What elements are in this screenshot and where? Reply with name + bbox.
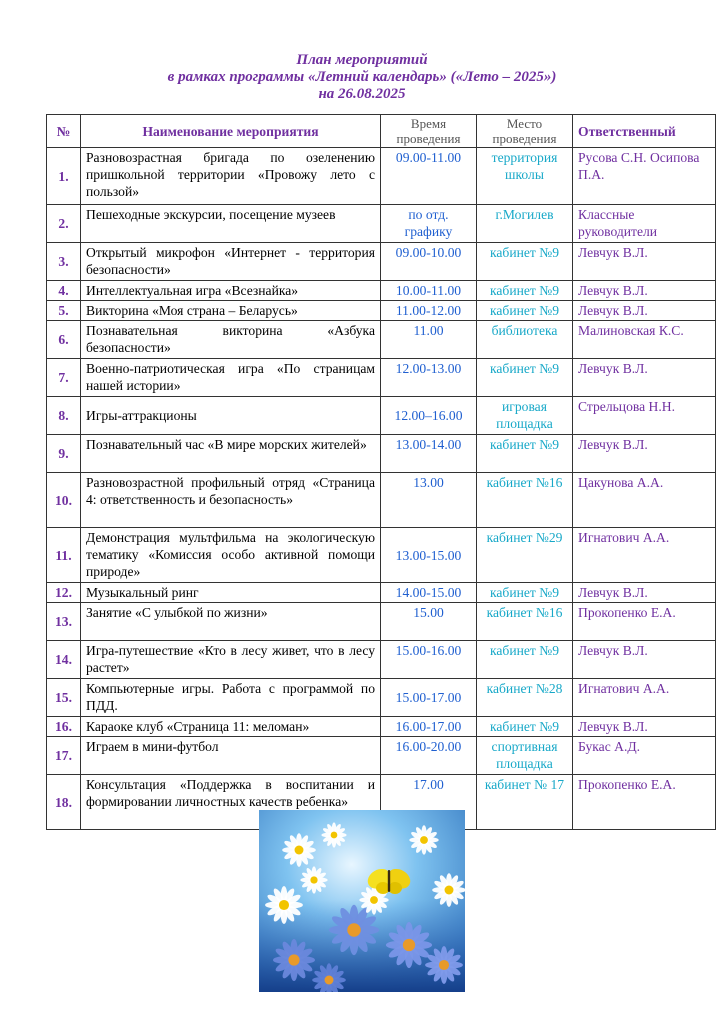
row-number: 9.: [47, 435, 81, 473]
event-place: кабинет №9: [477, 243, 573, 281]
event-responsible: Левчук В.Л.: [573, 359, 716, 397]
event-place: кабинет №9: [477, 359, 573, 397]
event-place: кабинет №9: [477, 583, 573, 603]
row-number: 6.: [47, 321, 81, 359]
table-row: [47, 301, 716, 321]
table-row: [47, 243, 716, 281]
event-responsible: Прокопенко Е.А.: [573, 603, 716, 641]
event-responsible: Игнатович А.А.: [573, 679, 716, 717]
event-time: 16.00-17.00: [381, 717, 477, 737]
event-name: Консультация «Поддержка в воспитании и формировании личностных качеств ребенка»: [81, 775, 381, 830]
event-responsible: Прокопенко Е.А.: [573, 775, 716, 830]
event-responsible: Букас А.Д.: [573, 737, 716, 775]
event-place: кабинет №9: [477, 435, 573, 473]
row-number: 15.: [47, 679, 81, 717]
header-responsible: Ответственный: [573, 115, 716, 148]
table-row: [47, 717, 716, 737]
event-time: по отд. графику: [381, 205, 477, 243]
event-name: Игры-аттракционы: [81, 397, 381, 435]
event-time: 15.00-16.00: [381, 641, 477, 679]
event-name: Интеллектуальная игра «Всезнайка»: [81, 281, 381, 301]
row-number: 16.: [47, 717, 81, 737]
header-place: Место проведения: [477, 115, 573, 148]
header-name: Наименование мероприятия: [81, 115, 381, 148]
event-place: кабинет №29: [477, 528, 573, 583]
table-row: [47, 737, 716, 775]
title-line-2: в рамках программы «Летний календарь» («Лето – 2025»): [167, 69, 557, 85]
event-place: спортивная площадка: [477, 737, 573, 775]
row-number: 5.: [47, 301, 81, 321]
event-time: 12.00-13.00: [381, 359, 477, 397]
event-responsible: Левчук В.Л.: [573, 717, 716, 737]
title-line-1: План мероприятий: [296, 52, 428, 68]
table-row: [47, 321, 716, 359]
event-place: кабинет № 17: [477, 775, 573, 830]
event-time: 12.00–16.00: [381, 397, 477, 435]
row-number: 12.: [47, 583, 81, 603]
event-name: Познавательный час «В мире морских жителей»: [81, 435, 381, 473]
event-name: Пешеходные экскурсии, посещение музеев: [81, 205, 381, 243]
row-number: 10.: [47, 473, 81, 528]
event-name: Караоке клуб «Страница 11: меломан»: [81, 717, 381, 737]
table-row: [47, 679, 716, 717]
event-place: библиотека: [477, 321, 573, 359]
event-place: кабинет №16: [477, 603, 573, 641]
row-number: 14.: [47, 641, 81, 679]
event-place: территория школы: [477, 148, 573, 205]
table-row: [47, 397, 716, 435]
table-row: [47, 148, 716, 205]
event-time: 14.00-15.00: [381, 583, 477, 603]
row-number: 11.: [47, 528, 81, 583]
event-time: 13.00-15.00: [381, 528, 477, 583]
table-header-row: [47, 115, 716, 148]
table-row: [47, 435, 716, 473]
event-time: 13.00-14.00: [381, 435, 477, 473]
event-place: кабинет №9: [477, 717, 573, 737]
table-row: [47, 641, 716, 679]
header-num: №: [47, 115, 81, 148]
row-number: 18.: [47, 775, 81, 830]
event-time: 16.00-20.00: [381, 737, 477, 775]
event-responsible: Русова С.Н. Осипова П.А.: [573, 148, 716, 205]
event-name: Демонстрация мультфильма на экологическую тематику «Комиссия особо активной помощи природе»: [81, 528, 381, 583]
events-table: [46, 114, 716, 830]
event-time: 11.00-12.00: [381, 301, 477, 321]
row-number: 13.: [47, 603, 81, 641]
row-number: 7.: [47, 359, 81, 397]
event-responsible: Левчук В.Л.: [573, 281, 716, 301]
table-row: [47, 205, 716, 243]
event-name: Компьютерные игры. Работа с программой по ПДД.: [81, 679, 381, 717]
event-time: 09.00-11.00: [381, 148, 477, 205]
table-row: [47, 359, 716, 397]
event-responsible: Стрельцова Н.Н.: [573, 397, 716, 435]
event-name: Познавательная викторина «Азбука безопасности»: [81, 321, 381, 359]
event-time: 15.00: [381, 603, 477, 641]
event-name: Военно-патриотическая игра «По страницам нашей истории»: [81, 359, 381, 397]
event-time: 17.00: [381, 775, 477, 830]
event-responsible: Левчук В.Л.: [573, 641, 716, 679]
row-number: 17.: [47, 737, 81, 775]
event-responsible: Левчук В.Л.: [573, 583, 716, 603]
header-time: Время проведения: [381, 115, 477, 148]
table-row: [47, 583, 716, 603]
table-row: [47, 281, 716, 301]
event-name: Разновозрастная бригада по озеленению пришкольной территории «Провожу лето с пользой»: [81, 148, 381, 205]
row-number: 1.: [47, 148, 81, 205]
event-responsible: Цакунова А.А.: [573, 473, 716, 528]
event-time: 13.00: [381, 473, 477, 528]
event-time: 15.00-17.00: [381, 679, 477, 717]
event-place: игровая площадка: [477, 397, 573, 435]
event-responsible: Левчук В.Л.: [573, 243, 716, 281]
event-place: кабинет №9: [477, 641, 573, 679]
event-name: Занятие «С улыбкой по жизни»: [81, 603, 381, 641]
event-responsible: Левчук В.Л.: [573, 435, 716, 473]
event-responsible: Левчук В.Л.: [573, 301, 716, 321]
event-name: Викторина «Моя страна – Беларусь»: [81, 301, 381, 321]
event-responsible: Игнатович А.А.: [573, 528, 716, 583]
event-place: кабинет №28: [477, 679, 573, 717]
document-title: [0, 52, 724, 103]
event-name: Играем в мини-футбол: [81, 737, 381, 775]
event-responsible: Малиновская К.С.: [573, 321, 716, 359]
row-number: 8.: [47, 397, 81, 435]
event-name: Открытый микрофон «Интернет - территория безопасности»: [81, 243, 381, 281]
row-number: 3.: [47, 243, 81, 281]
event-name: Игра-путешествие «Кто в лесу живет, что в лесу растет»: [81, 641, 381, 679]
title-line-3: на 26.08.2025: [318, 86, 406, 102]
event-place: кабинет №16: [477, 473, 573, 528]
daisies-butterfly-photo: [259, 810, 465, 992]
event-place: г.Могилев: [477, 205, 573, 243]
event-place: кабинет №9: [477, 301, 573, 321]
table-row: [47, 603, 716, 641]
event-time: 11.00: [381, 321, 477, 359]
event-name: Разновозрастной профильный отряд «Страница 4: ответственность и безопасность»: [81, 473, 381, 528]
event-place: кабинет №9: [477, 281, 573, 301]
event-time: 09.00-10.00: [381, 243, 477, 281]
row-number: 4.: [47, 281, 81, 301]
event-responsible: Классные руководители: [573, 205, 716, 243]
table-row: [47, 528, 716, 583]
table-row: [47, 473, 716, 528]
row-number: 2.: [47, 205, 81, 243]
event-time: 10.00-11.00: [381, 281, 477, 301]
event-name: Музыкальный ринг: [81, 583, 381, 603]
